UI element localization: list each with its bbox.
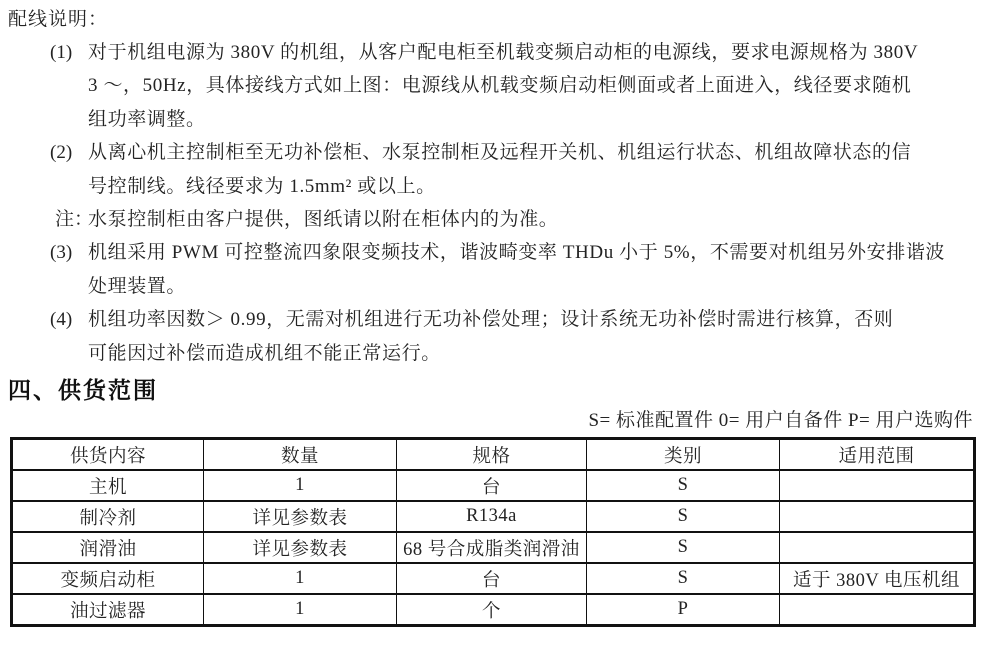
supply-scope-table — [10, 437, 976, 627]
table-cell — [780, 470, 975, 501]
column-header: 供货内容 — [12, 439, 204, 471]
wiring-item-line — [8, 303, 976, 336]
item-marker: 注： — [55, 209, 94, 231]
wiring-notes-list — [8, 36, 976, 370]
column-header: 适用范围 — [780, 439, 975, 471]
wiring-list-item — [8, 36, 976, 136]
section-title-supply-scope: 四、供货范围 — [8, 377, 158, 404]
table-cell: 详见参数表 — [204, 501, 397, 532]
table-row — [12, 470, 975, 501]
item-marker: (4) — [50, 309, 73, 331]
table-row — [12, 532, 975, 563]
wiring-note-item — [8, 203, 976, 236]
wiring-item-line — [8, 69, 976, 102]
table-cell: S — [587, 532, 780, 563]
table-cell: 1 — [204, 594, 397, 626]
table-cell: S — [587, 470, 780, 501]
table-cell: S — [587, 563, 780, 594]
table-row — [12, 501, 975, 532]
column-header: 规格 — [397, 439, 587, 471]
table-cell: 1 — [204, 470, 397, 501]
item-marker: (1) — [50, 42, 73, 63]
column-header: 类别 — [587, 439, 780, 471]
wiring-item-line — [8, 270, 976, 303]
item-text: 处理装置。 — [88, 275, 187, 297]
wiring-item-line — [8, 337, 976, 370]
column-header: 数量 — [204, 439, 397, 471]
table-cell: 详见参数表 — [204, 532, 397, 563]
item-text: 对于机组电源为 380V 的机组，从客户配电柜至机载变频启动柜的电源线，要求电源规格为 380V — [88, 42, 919, 63]
table-row — [12, 594, 975, 626]
table-cell: R134a — [397, 501, 587, 532]
wiring-item-line — [8, 103, 976, 136]
table-cell: 台 — [397, 470, 587, 501]
item-text: 机组功率因数＞ 0.99，无需对机组进行无功补偿处理；设计系统无功补偿时需进行核算，否则 — [88, 309, 894, 331]
wiring-list-item — [8, 236, 976, 303]
table-cell: S — [587, 501, 780, 532]
item-text: 从离心机主控制柜至无功补偿柜、水泵控制柜及远程开关机、机组运行状态、机组故障状态的信 — [88, 142, 912, 164]
wiring-notes-heading: 配线说明： — [8, 9, 109, 30]
table-cell: 润滑油 — [12, 532, 204, 563]
table-header-row — [12, 439, 975, 471]
table-cell: 适于 380V 电压机组 — [780, 563, 975, 594]
table-cell: 个 — [397, 594, 587, 626]
item-text: 水泵控制柜由客户提供，图纸请以附在柜体内的为准。 — [88, 209, 559, 231]
table-cell: 变频启动柜 — [12, 563, 204, 594]
table-cell: 68 号合成脂类润滑油 — [397, 532, 587, 563]
table-cell: 1 — [204, 563, 397, 594]
wiring-item-line — [8, 170, 976, 203]
wiring-item-line — [8, 136, 976, 169]
wiring-item-line — [8, 236, 976, 269]
item-text: 机组采用 PWM 可控整流四象限变频技术，谐波畸变率 THDu 小于 5%，不需要对机组另外安排谐波 — [88, 242, 946, 264]
table-cell: 台 — [397, 563, 587, 594]
category-legend: S= 标准配置件 0= 用户自备件 P= 用户选购件 — [588, 410, 973, 432]
table-cell: 主机 — [12, 470, 204, 501]
item-marker: (2) — [50, 142, 73, 164]
item-text: 3 ～，50Hz，具体接线方式如上图：电源线从机载变频启动柜侧面或者上面进入，线径要求随机 — [88, 75, 912, 97]
table-cell: 制冷剂 — [12, 501, 204, 532]
item-marker: (3) — [50, 242, 73, 264]
item-text: 可能因过补偿而造成机组不能正常运行。 — [88, 342, 441, 364]
item-text: 号控制线。线径要求为 1.5mm² 或以上。 — [88, 175, 436, 197]
wiring-item-line — [8, 203, 976, 236]
wiring-list-item — [8, 136, 976, 203]
table-row — [12, 563, 975, 594]
item-text: 组功率调整。 — [88, 108, 206, 130]
table-cell: 油过滤器 — [12, 594, 204, 626]
wiring-list-item — [8, 303, 976, 370]
table-cell — [780, 501, 975, 532]
wiring-item-line — [8, 36, 976, 69]
table-cell: P — [587, 594, 780, 626]
table-cell — [780, 532, 975, 563]
table-cell — [780, 594, 975, 626]
